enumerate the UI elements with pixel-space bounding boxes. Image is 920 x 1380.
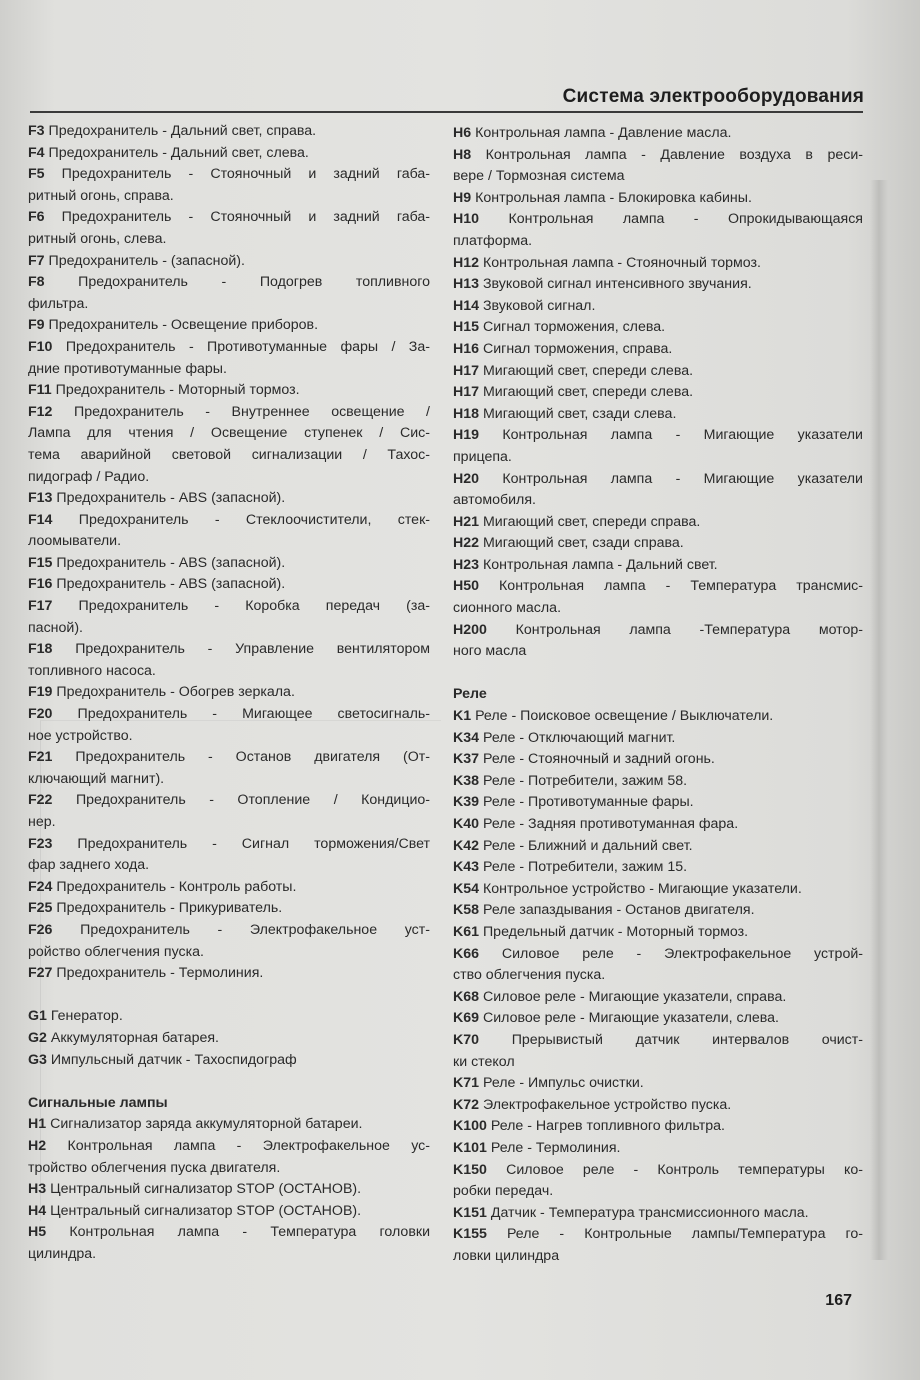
legend-entry [453,512,863,534]
component-code: H1 [28,1116,47,1133]
component-description: фар заднего хода. [28,857,150,874]
component-code: H8 [453,146,472,163]
component-code: F10 [28,338,53,355]
component-description: автомобиля. [453,492,536,509]
component-code: H17 [453,362,480,379]
component-description: Предохранитель - Внутреннее освещение / [74,403,430,420]
component-description: Центральный сигнализатор STOP (ОСТАНОВ). [50,1202,362,1219]
legend-entry [453,533,863,555]
component-code: K58 [453,902,480,919]
component-code: F15 [28,554,53,571]
component-code: K150 [453,1161,487,1178]
component-description: Предохранитель - Мигающее светосигналь- [77,706,430,723]
component-description: Реле запаздывания - Останов двигателя. [482,902,755,919]
legend-entry [28,315,430,337]
legend-entry [453,944,863,966]
component-code: H12 [453,254,480,271]
component-description: Предохранитель - Дальний свет, справа. [48,123,317,139]
component-description: Предохранитель - Дальний свет, слева. [48,144,309,161]
component-description: Предохранитель - Противотуманные фары / За- [65,338,430,355]
legend-entry [453,555,863,577]
component-description: Сигнал торможения, справа. [482,340,673,357]
component-code: F9 [28,317,45,334]
component-code: H16 [453,340,480,357]
component-code: K151 [453,1204,487,1221]
legend-entry [453,706,863,728]
component-code: G1 [28,1008,47,1025]
legend-entry [28,1222,430,1244]
component-description: Импульсный датчик - Тахоспидограф [50,1051,297,1068]
legend-entry [453,1116,863,1138]
section-heading: Сигнальные лампы [28,1094,168,1111]
component-code: F17 [28,598,53,615]
component-description: Реле - Противотуманные фары. [482,794,694,811]
component-description: Предохранитель - Стояночный и задний габа- [61,209,430,226]
component-code: F23 [28,835,53,852]
component-code: F5 [28,166,45,183]
component-description: Силовое реле - Контроль температуры ко- [506,1161,863,1178]
legend-entry [453,965,863,987]
legend-entry [28,1006,430,1028]
legend-entry [28,747,430,769]
legend-entry [28,661,430,683]
legend-entry [28,164,430,186]
legend-entry [453,1138,863,1160]
component-description: ритный огонь, справа. [28,187,174,204]
component-description: фильтра. [28,295,89,312]
legend-entry [28,1158,430,1180]
legend-entry [28,423,430,445]
component-code: H21 [453,513,480,530]
component-description: лоомыватели. [28,533,122,550]
component-description: Реле - Поисковое освещение / Выключатели. [475,708,774,725]
legend-entry [453,1181,863,1203]
component-description: нер. [28,814,56,830]
component-description: Контрольная лампа - Мигающие указатели [502,470,863,487]
component-code: G3 [28,1051,47,1068]
legend-entry [28,1114,430,1136]
legend-entry [453,425,863,447]
legend-entry [28,855,430,877]
component-description: Реле - Контрольные лампы/Температура го- [506,1226,863,1243]
component-code: K1 [453,708,472,725]
component-description: ного масла [453,643,527,660]
component-code: H17 [453,384,480,401]
component-code: H10 [453,211,480,228]
legend-entry [28,704,430,726]
component-code: F4 [28,144,45,161]
component-description: Контрольная лампа - Дальний свет. [482,556,718,573]
legend-entry [28,682,430,704]
legend-entry [28,510,430,532]
legend-entry [453,771,863,793]
legend-entry [28,790,430,812]
component-code: F24 [28,878,53,895]
section-heading: Реле [453,686,487,703]
component-description: Реле - Термолиния. [490,1139,621,1156]
legend-entry [28,121,430,143]
component-description: Реле - Задняя противотуманная фара. [482,816,739,832]
component-code: F20 [28,706,53,723]
legend-entry [28,1179,430,1201]
legend-entry [453,145,863,167]
component-description: Датчик - Температура трансмиссионного масла. [490,1204,809,1221]
component-description: Предохранитель - Моторный тормоз. [55,382,300,399]
component-code: F26 [28,921,53,938]
legend-entry [28,553,430,575]
component-code: F19 [28,684,53,701]
component-description: ное устройство. [28,727,133,744]
component-description: Звуковой сигнал интенсивного звучания. [482,276,752,293]
component-description: Контрольная лампа - Температура головки [69,1224,430,1241]
component-code: F13 [28,490,53,507]
legend-entry [28,143,430,165]
legend-entry [28,574,430,596]
legend-entry [453,253,863,275]
legend-entry [453,317,863,339]
component-code: K40 [453,816,480,832]
component-code: H18 [453,405,480,422]
component-code: F7 [28,252,45,269]
legend-entry [453,814,863,836]
component-description: Генератор. [50,1008,123,1025]
component-description: Контрольное устройство - Мигающие указатели. [482,880,802,897]
component-code: K37 [453,751,480,768]
component-description: сионного масла. [453,600,562,617]
component-description: Мигающий свет, спереди слева. [482,384,694,401]
component-code: F27 [28,965,53,982]
legend-entry [28,229,430,251]
component-code: G2 [28,1029,47,1046]
component-code: K39 [453,794,480,811]
component-code: H200 [453,621,487,638]
legend-entry [28,294,430,316]
component-code: F6 [28,209,45,226]
component-description: Предохранитель - Коробка передач (за- [78,598,430,615]
legend-entry [28,337,430,359]
component-description: Контрольная лампа - Давление воздуха в реси- [485,146,863,163]
legend-entry [28,769,430,791]
component-code: H13 [453,276,480,293]
component-code: H14 [453,297,480,314]
component-description: пидограф / Радио. [28,468,150,485]
legend-entry [28,1136,430,1158]
component-description: ки стекол [453,1053,515,1070]
page-number: 167 [825,1292,852,1309]
component-description: прицепа. [453,448,512,465]
component-description: Предохранитель - Прикуриватель. [56,900,283,917]
page-edge-shadow [870,180,888,1260]
component-description: ройство облегчения пуска. [28,943,204,960]
legend-entry [453,490,863,512]
legend-entry [453,836,863,858]
component-code: H19 [453,427,480,444]
component-description: Реле - Стояночный и задний огонь. [482,751,715,768]
legend-entry [453,728,863,750]
component-description: Сигнализатор заряда аккумуляторной батареи. [50,1116,363,1133]
legend-entry [453,188,863,210]
component-description: Предохранитель - Управление вентилятором [75,641,430,658]
legend-entry [453,296,863,318]
legend-entry [453,792,863,814]
legend-entry [28,1050,430,1072]
component-description: Контрольная лампа - Электрофакельное ус- [67,1137,430,1154]
page-title: Система электрооборудования [562,86,864,107]
legend-entry [453,166,863,188]
legend-entry [28,488,430,510]
legend-entry [28,942,430,964]
legend-entry [453,857,863,879]
legend-entry [28,272,430,294]
spacer [28,1071,430,1093]
component-code: F18 [28,641,53,658]
legend-entry [28,467,430,489]
component-code: H4 [28,1202,47,1219]
legend-entry [453,361,863,383]
component-description: Прерывистый датчик интервалов очист- [511,1031,863,1048]
component-code: K42 [453,837,480,854]
component-code: K66 [453,945,480,962]
component-code: H9 [453,189,472,206]
legend-entry [28,898,430,920]
component-code: K38 [453,772,480,789]
legend-entry [28,1244,430,1266]
component-description: Предохранитель - Отопление / Кондицио- [75,792,431,809]
legend-entry [453,339,863,361]
component-code: H20 [453,470,480,487]
component-description: Силовое реле - Мигающие указатели, слева. [482,1010,779,1027]
component-description: платформа. [453,232,533,249]
component-description: Предельный датчик - Моторный тормоз. [482,923,749,940]
component-description: робки передач. [453,1183,554,1200]
component-description: Контрольная лампа -Температура мотор- [515,621,863,638]
component-description: пасной). [28,619,83,636]
component-description: Предохранитель - (запасной). [48,252,245,269]
component-description: вере / Тормозная система [453,168,625,185]
component-description: цилиндра. [28,1245,97,1262]
legend-entry [453,598,863,620]
legend-entry [453,447,863,469]
component-description: Мигающий свет, спереди слева. [482,362,694,379]
component-description: Предохранитель - Контроль работы. [56,878,297,895]
component-description: Предохранитель - Подогрев топливного [78,274,430,291]
legend-entry [453,1246,863,1268]
component-description: Центральный сигнализатор STOP (ОСТАНОВ). [50,1181,362,1198]
legend-entry [28,812,430,834]
component-description: Мигающий свет, сзади слева. [482,405,677,422]
component-description: Силовое реле - Электрофакельное устрой- [501,945,863,962]
legend-entry [28,618,430,640]
component-description: Предохранитель - ABS (запасной). [56,554,286,571]
component-description: ритный огонь, слева. [28,230,167,247]
component-description: Предохранитель - Освещение приборов. [48,317,319,334]
component-code: H50 [453,578,480,595]
legend-entry [453,469,863,491]
legend-entry [453,620,863,642]
component-description: Реле - Импульс очистки. [482,1075,644,1092]
legend-entry [28,639,430,661]
component-description: Контрольная лампа - Опрокидывающаяся [508,211,863,228]
legend-entry [453,1030,863,1052]
component-description: Предохранитель - Электрофакельное уст- [80,921,430,938]
legend-entry [28,380,430,402]
legend-entry [28,1201,430,1223]
component-description: ловки цилиндра [453,1247,560,1264]
spacer [28,985,430,1007]
component-code: K101 [453,1139,487,1156]
legend-entry [28,726,430,748]
legend-entry [453,879,863,901]
spacer [453,663,863,685]
legend-entry [28,359,430,381]
legend-entry [453,1203,863,1225]
legend-entry [28,963,430,985]
component-code: K72 [453,1096,480,1113]
legend-entry [453,900,863,922]
component-code: F22 [28,792,53,809]
component-description: Предохранитель - Останов двигателя (От- [75,749,430,766]
component-code: K69 [453,1010,480,1027]
component-description: Мигающий свет, спереди справа. [482,513,701,530]
component-code: F8 [28,274,45,291]
legend-entry [28,251,430,273]
component-description: ство облегчения пуска. [453,967,606,984]
legend-entry [453,641,863,663]
component-description: Контрольная лампа - Стояночный тормоз. [482,254,761,271]
component-description: дние противотуманные фары. [28,360,227,377]
component-description: ключающий магнит). [28,770,165,787]
component-code: F21 [28,749,53,766]
legend-entry [453,123,863,145]
legend-entry [453,1160,863,1182]
component-code: F25 [28,900,53,917]
left-column [28,121,430,1265]
component-code: H23 [453,556,480,573]
component-description: Реле - Отключающий магнит. [482,729,676,746]
legend-entry [453,1095,863,1117]
component-description: Лампа для чтения / Освещение ступенек / Сис- [28,425,430,442]
component-code: K155 [453,1226,487,1243]
component-code: H15 [453,319,480,336]
component-code: F12 [28,403,53,420]
component-description: Предохранитель - ABS (запасной). [56,576,286,593]
component-description: Реле - Потребители, зажим 15. [482,859,688,876]
legend-entry [453,1073,863,1095]
component-description: Предохранитель - ABS (запасной). [56,490,286,507]
legend-entry [28,834,430,856]
component-code: H22 [453,535,480,552]
component-description: Звуковой сигнал. [482,297,596,314]
component-description: Аккумуляторная батарея. [50,1029,219,1046]
component-code: K70 [453,1031,480,1048]
legend-entry [28,596,430,618]
component-code: H6 [453,125,472,141]
component-code: H3 [28,1181,47,1198]
component-description: Реле - Потребители, зажим 58. [482,772,688,789]
component-code: F11 [28,382,52,399]
component-description: Предохранитель - Сигнал торможения/Свет [77,835,431,852]
component-description: Реле - Нагрев топливного фильтра. [490,1118,725,1135]
right-column [453,123,863,1267]
legend-entry [28,207,430,229]
component-code: H2 [28,1137,47,1154]
legend-entry [453,404,863,426]
component-description: Контрольная лампа - Блокировка кабины. [475,189,752,206]
legend-entry [453,1008,863,1030]
legend-entry [28,186,430,208]
legend-entry [28,531,430,553]
component-code: F3 [28,123,45,139]
legend-entry [28,877,430,899]
legend-entry [28,920,430,942]
component-code: K61 [453,923,480,940]
legend-entry [28,1028,430,1050]
component-description: Контрольная лампа - Температура трансмис- [499,578,863,595]
legend-entry [453,987,863,1009]
component-description: Предохранитель - Стояночный и задний габа- [61,166,430,183]
component-description: тройство облегчения пуска двигателя. [28,1159,281,1176]
component-code: K71 [453,1075,480,1092]
component-description: Предохранитель - Термолиния. [56,965,264,982]
legend-entry [453,274,863,296]
component-description: тема аварийной световой сигнализации / Тахос- [28,446,430,463]
component-code: K100 [453,1118,487,1135]
component-description: Контрольная лампа - Давление масла. [475,125,732,141]
component-description: Силовое реле - Мигающие указатели, справа. [482,988,787,1005]
legend-entry [453,382,863,404]
component-code: K43 [453,859,480,876]
legend-entry [28,402,430,424]
legend-entry [453,576,863,598]
legend-entry [453,209,863,231]
component-code: F16 [28,576,53,593]
component-description: Реле - Ближний и дальний свет. [482,837,693,854]
legend-entry [453,231,863,253]
component-code: K54 [453,880,480,897]
legend-entry [453,1052,863,1074]
header-rule [30,111,863,113]
component-description: топливного насоса. [28,662,156,679]
component-description: Контрольная лампа - Мигающие указатели [502,427,863,444]
legend-entry [28,445,430,467]
component-code: K34 [453,729,480,746]
component-code: F14 [28,511,53,528]
component-description: Электрофакельное устройство пуска. [482,1096,732,1113]
component-description: Сигнал торможения, слева. [482,319,666,336]
legend-entry [453,922,863,944]
component-code: K68 [453,988,480,1005]
component-description: Предохранитель - Обогрев зеркала. [56,684,295,701]
legend-entry [453,1224,863,1246]
component-description: Мигающий свет, сзади справа. [482,535,684,552]
component-code: H5 [28,1224,47,1241]
component-description: Предохранитель - Стеклоочистители, стек- [78,511,430,528]
legend-entry [453,749,863,771]
